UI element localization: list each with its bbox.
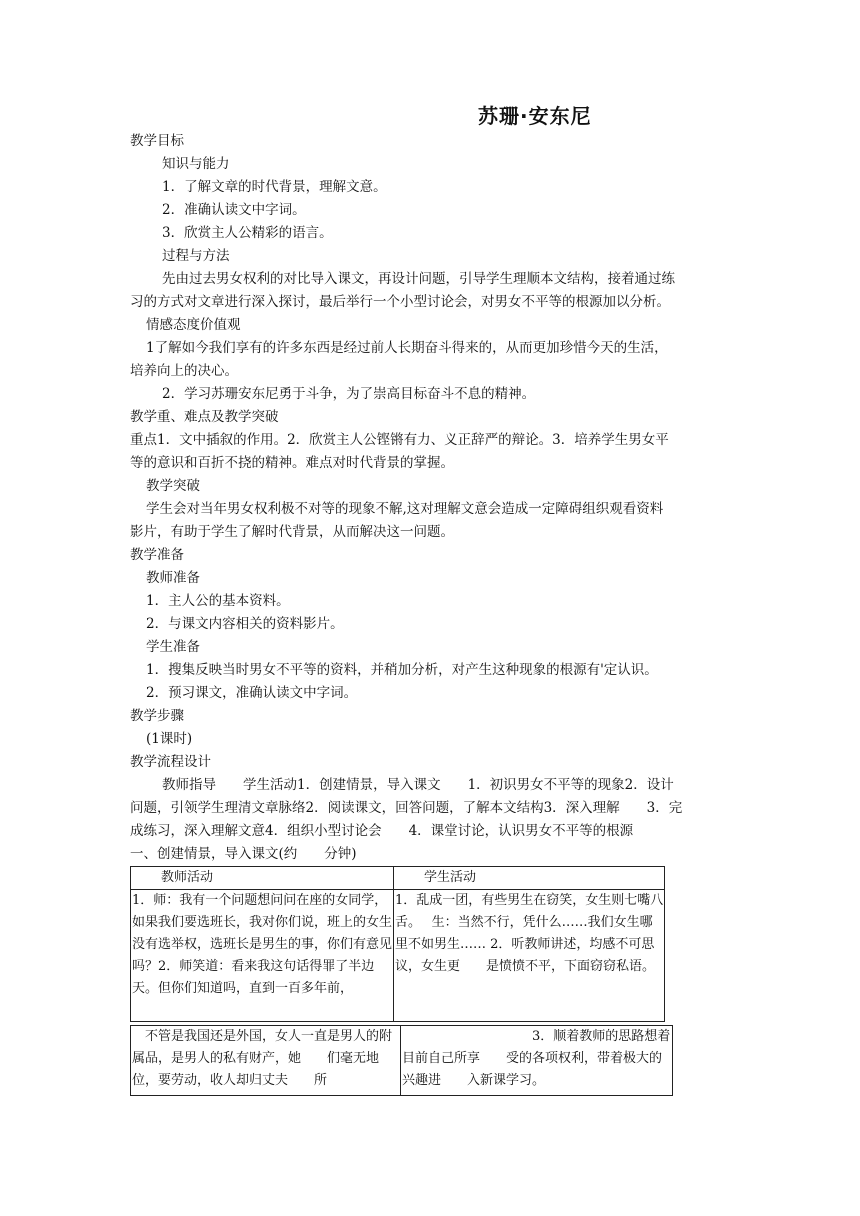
- table-cell-student: 1．乱成一团，有些男生在窃笑，女生则七嘴八舌。 生：当然不行，凭什么……我们女生哪里不如男生…… 2．听教师讲述，均感不可思议，女生更 是愤愤不平，下面窃窃私语。: [394, 890, 665, 1022]
- heading-flow-design: 教学流程设计: [130, 754, 211, 770]
- paragraph-line: 培养向上的决心。: [130, 363, 238, 379]
- heading-preparation: 教学准备: [130, 547, 184, 563]
- document-title: 苏珊·安东尼: [478, 104, 592, 128]
- subheading-process: 过程与方法: [162, 248, 230, 264]
- lesson-duration: (1课时): [146, 731, 193, 747]
- paragraph-line: 习的方式对文章进行深入探讨，最后举行一个小型讨论会，对男女不平等的根源加以分析。: [130, 294, 670, 310]
- section-heading: 一、创建情景，导入课文(约 分钟): [130, 846, 357, 862]
- subheading-breakthrough: 教学突破: [146, 478, 200, 494]
- paragraph-line: 重点1．文中插叙的作用。2．欣赏主人公铿锵有力、义正辞严的辩论。3．培养学生男女平: [130, 432, 669, 448]
- table-header-teacher: 教师活动: [131, 867, 394, 890]
- list-item: 3．欣赏主人公精彩的语言。: [162, 225, 333, 241]
- subheading-emotion: 情感态度价值观: [146, 317, 241, 333]
- table-cell-teacher: 不管是我国还是外国，女人一直是男人的附属品，是男人的私有财产，她 们毫无地位，要劳动，收人却归丈夫 所: [131, 1026, 401, 1096]
- activity-table-1: [130, 866, 665, 1022]
- activity-table-2: [130, 1025, 673, 1096]
- heading-key-points: 教学重、难点及教学突破: [130, 409, 279, 425]
- list-item: 2．准确认读文中字词。: [162, 202, 306, 218]
- subheading-student-prep: 学生准备: [146, 639, 200, 655]
- paragraph-line: 1了解如今我们享有的许多东西是经过前人长期奋斗得来的，从而更加珍惜今天的生活，: [146, 340, 668, 356]
- list-item: 1．主人公的基本资料。: [146, 593, 290, 609]
- paragraph-line: 影片，有助于学生了解时代背景，从而解决这一问题。: [130, 524, 454, 540]
- list-item: 1．了解文章的时代背景，理解文意。: [162, 179, 387, 195]
- table-cell-student: 3．顺着教师的思路想着目前自己所享 受的各项权利，带着极大的兴趣进 入新课学习。: [401, 1026, 673, 1096]
- list-item: 2．与课文内容相关的资料影片。: [146, 616, 344, 632]
- list-item: 1．搜集反映当时男女不平等的资料，并稍加分析，对产生这种现象的根源有'定认识。: [146, 662, 658, 678]
- subheading-teacher-prep: 教师准备: [146, 570, 200, 586]
- list-item: 2．学习苏珊安东尼勇于斗争，为了崇高目标奋斗不息的精神。: [162, 386, 536, 402]
- list-item: 2．预习课文，准确认读文中字词。: [146, 685, 358, 701]
- paragraph-line: 问题，引领学生理清文章脉络2．阅读课文，回答问题，了解本文结构3．深入理解 3．完: [130, 800, 683, 816]
- paragraph-line: 先由过去男女权利的对比导入课文，再设计问题，引导学生理顺本文结构，接着通过练: [162, 271, 675, 287]
- heading-steps: 教学步骤: [130, 708, 184, 724]
- subheading-knowledge: 知识与能力: [162, 156, 230, 172]
- paragraph-line: 成练习，深入理解文意4．组织小型讨论会 4．课堂讨论，认识男女不平等的根源: [130, 823, 634, 839]
- table-cell-teacher: 1．师：我有一个问题想问问在座的女同学，如果我们要选班长，我对你们说，班上的女生没有选举权，选班长是男生的事，你们有意见吗？2．师笑道：看来我这句话得罪了半边 天。但你们知道吗，直到一百多年前，: [131, 890, 394, 1022]
- paragraph-line: 教师指导 学生活动1．创建情景，导入课文 1．初识男女不平等的现象2．设计: [162, 777, 674, 793]
- paragraph-line: 等的意识和百折不挠的精神。难点对时代背景的掌握。: [130, 455, 454, 471]
- heading-teaching-goals: 教学目标: [130, 133, 184, 149]
- paragraph-line: 学生会对当年男女权利极不对等的现象不解,这对理解文意会造成一定障碍组织观看资料: [146, 501, 664, 517]
- table-header-student: 学生活动: [394, 867, 665, 890]
